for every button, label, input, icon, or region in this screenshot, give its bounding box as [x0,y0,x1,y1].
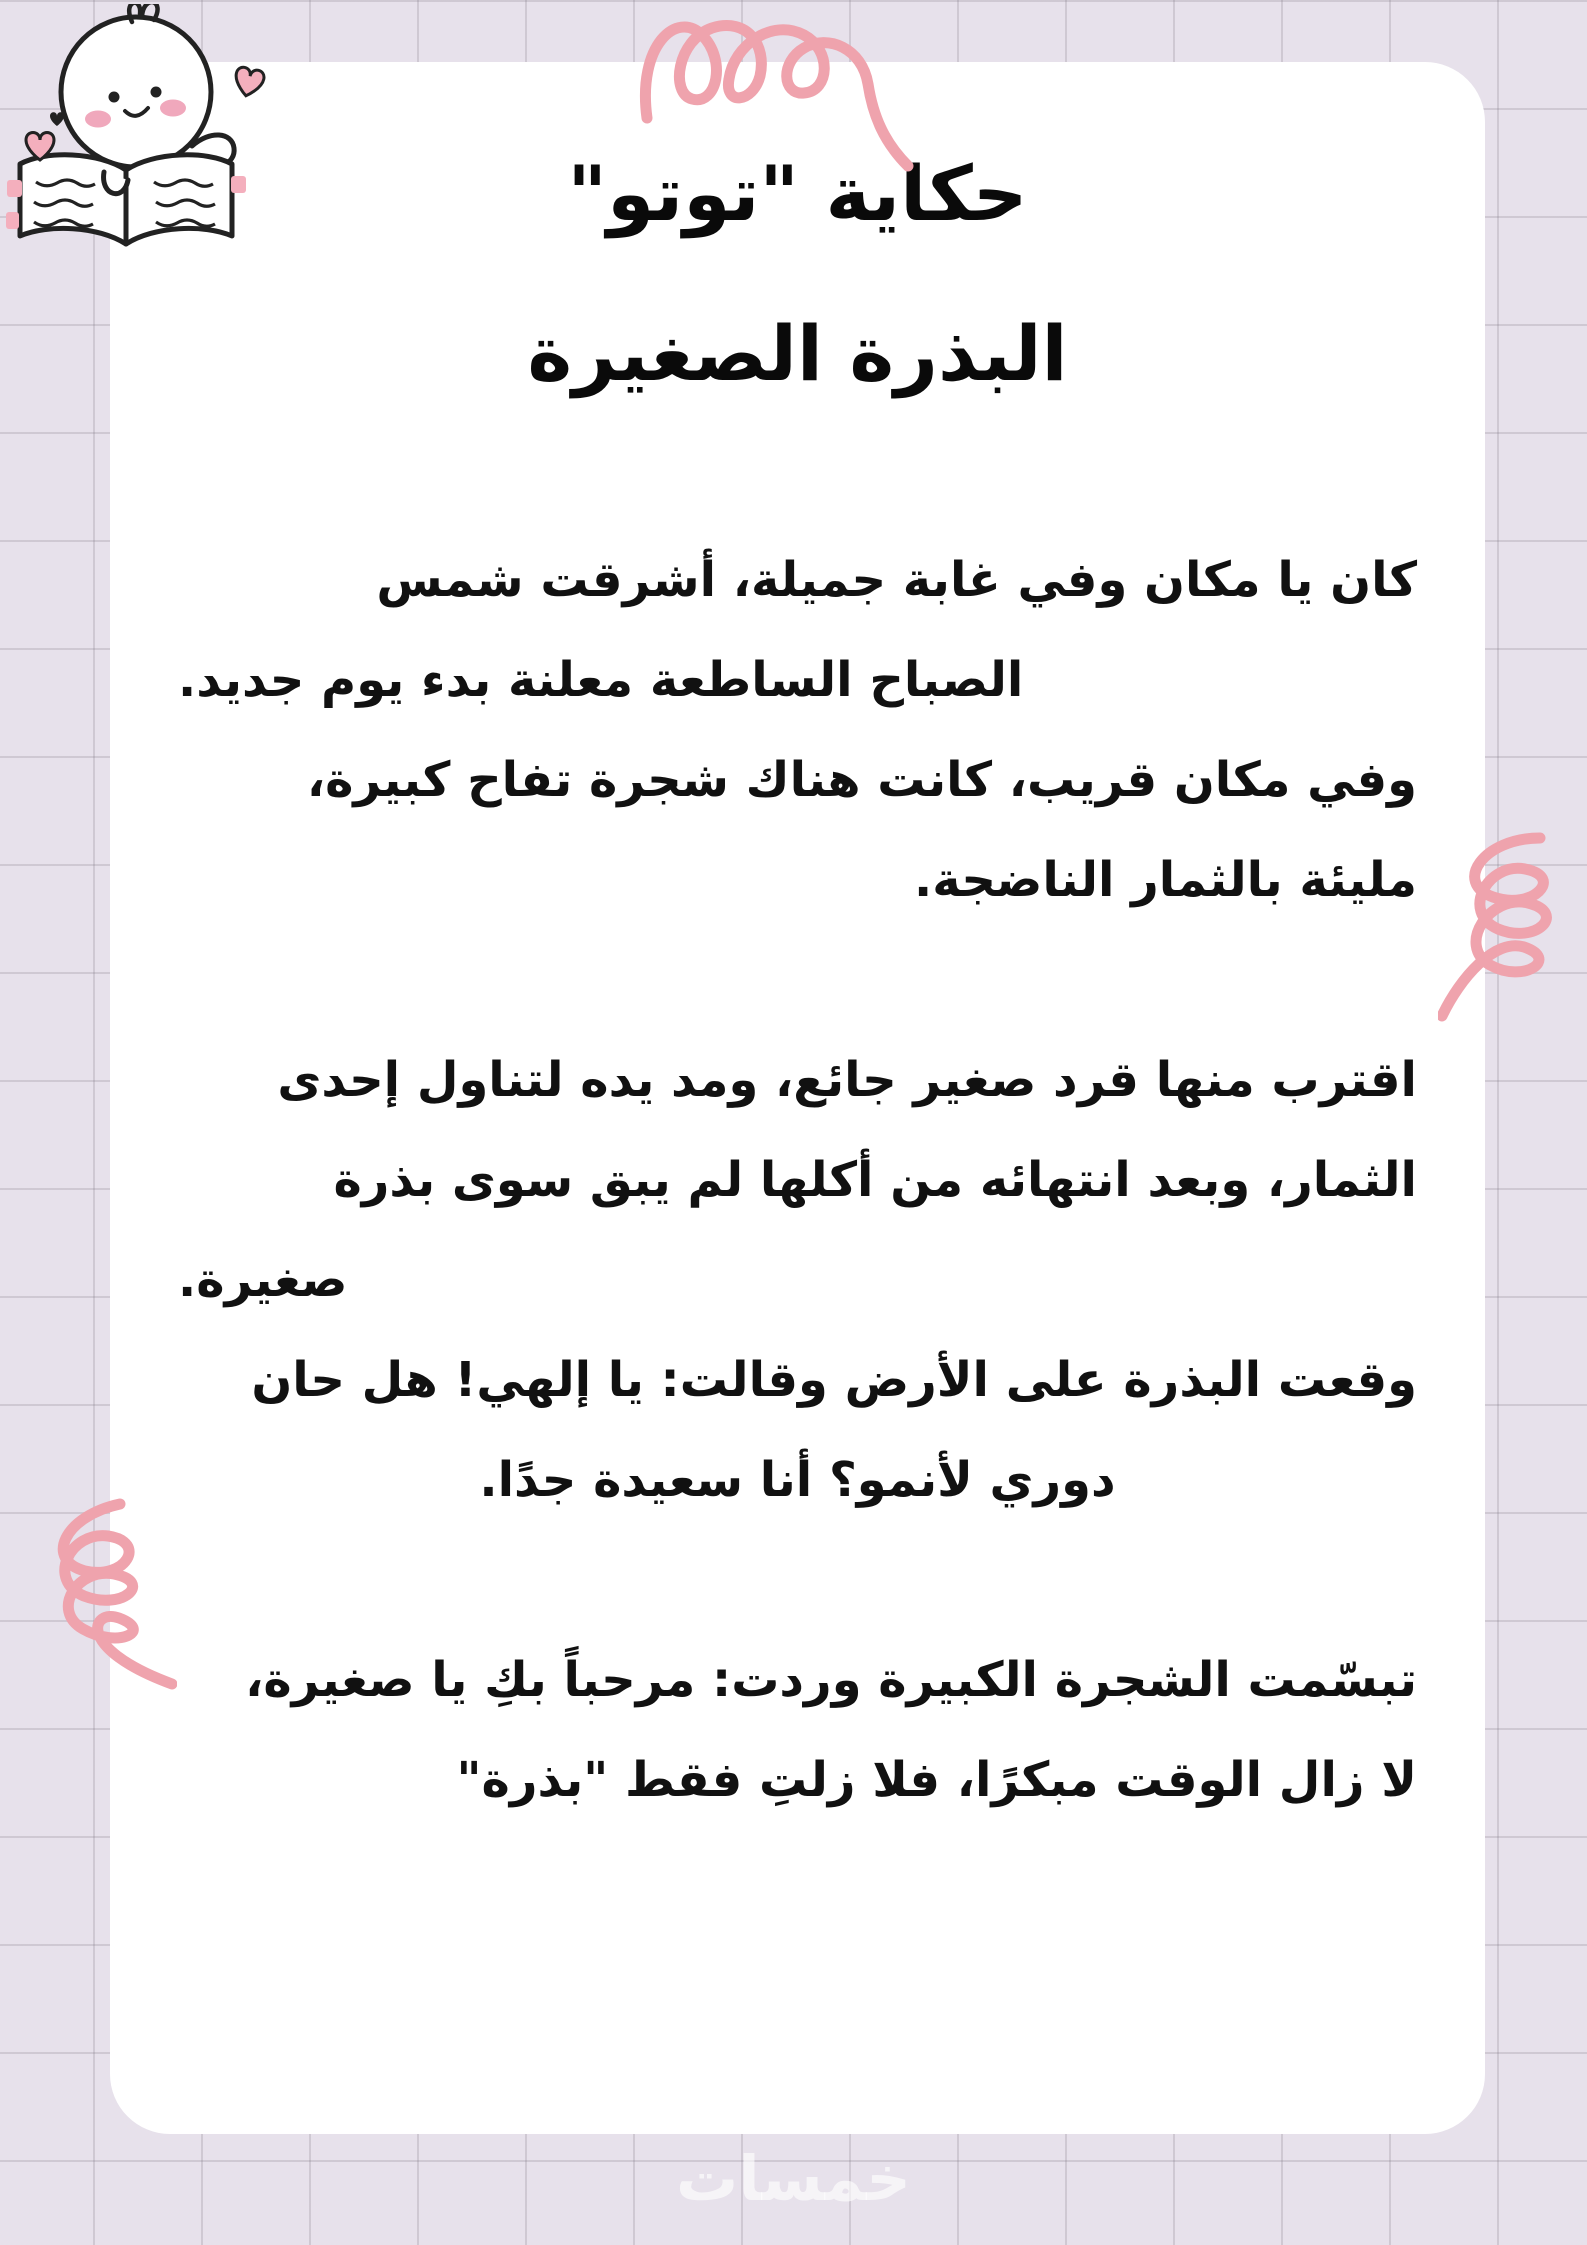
story-card [110,62,1485,2134]
story-line: وقعت البذرة على الأرض وقالت: يا إلهي! هل حان [251,1352,1417,1408]
story-line: مليئة بالثمار الناضجة. [914,852,1417,908]
story-paragraph-1 [178,530,1417,930]
story-line: دوري لأنمو؟ أنا سعيدة جدًا. [479,1452,1116,1508]
character-eye [151,87,162,98]
character-blush [160,100,186,117]
story-line: كان يا مكان وفي غابة جميلة، أشرقت شمس [376,552,1417,608]
story-line: صغيرة. [178,1252,348,1308]
story-line: تبسّمت الشجرة الكبيرة وردت: مرحباً بكِ يا صغيرة، [245,1652,1417,1708]
story-body [178,530,1417,1830]
bookmark-tab [7,180,22,197]
character-head [61,17,211,167]
bookmark-tab [231,176,246,193]
story-paragraph-3 [178,1630,1417,1830]
character-blush [85,111,111,128]
story-line: لا زال الوقت مبكرًا، فلا زلتِ فقط "بذرة" [456,1752,1417,1808]
heart-icon [50,112,64,126]
watermark-text: خمسات [676,2142,911,2215]
story-title-line1: حكاية "توتو" [567,149,1028,238]
story-line: اقترب منها قرد صغير جائع، ومد يده لتناول إحدى [277,1052,1417,1108]
squiggle-doodle-icon [22,1490,177,1695]
squiggle-doodle-icon [632,0,932,180]
heart-icon [232,66,265,99]
story-line: الصباح الساطعة معلنة بدء يوم جديد. [178,652,1024,708]
squiggle-doodle-icon [1438,826,1587,1031]
reading-character-icon [6,4,270,254]
story-title-line2: البذرة الصغيرة [527,309,1068,398]
character-eye [109,92,120,103]
open-book-icon [6,155,246,244]
story-line: الثمار، وبعد انتهائه من أكلها لم يبق سوى بذرة [333,1152,1417,1208]
story-paragraph-2 [178,1030,1417,1530]
bookmark-tab [6,212,19,229]
story-line: وفي مكان قريب، كانت هناك شجرة تفاح كبيرة، [306,752,1417,808]
story-card-content [110,62,1485,1830]
